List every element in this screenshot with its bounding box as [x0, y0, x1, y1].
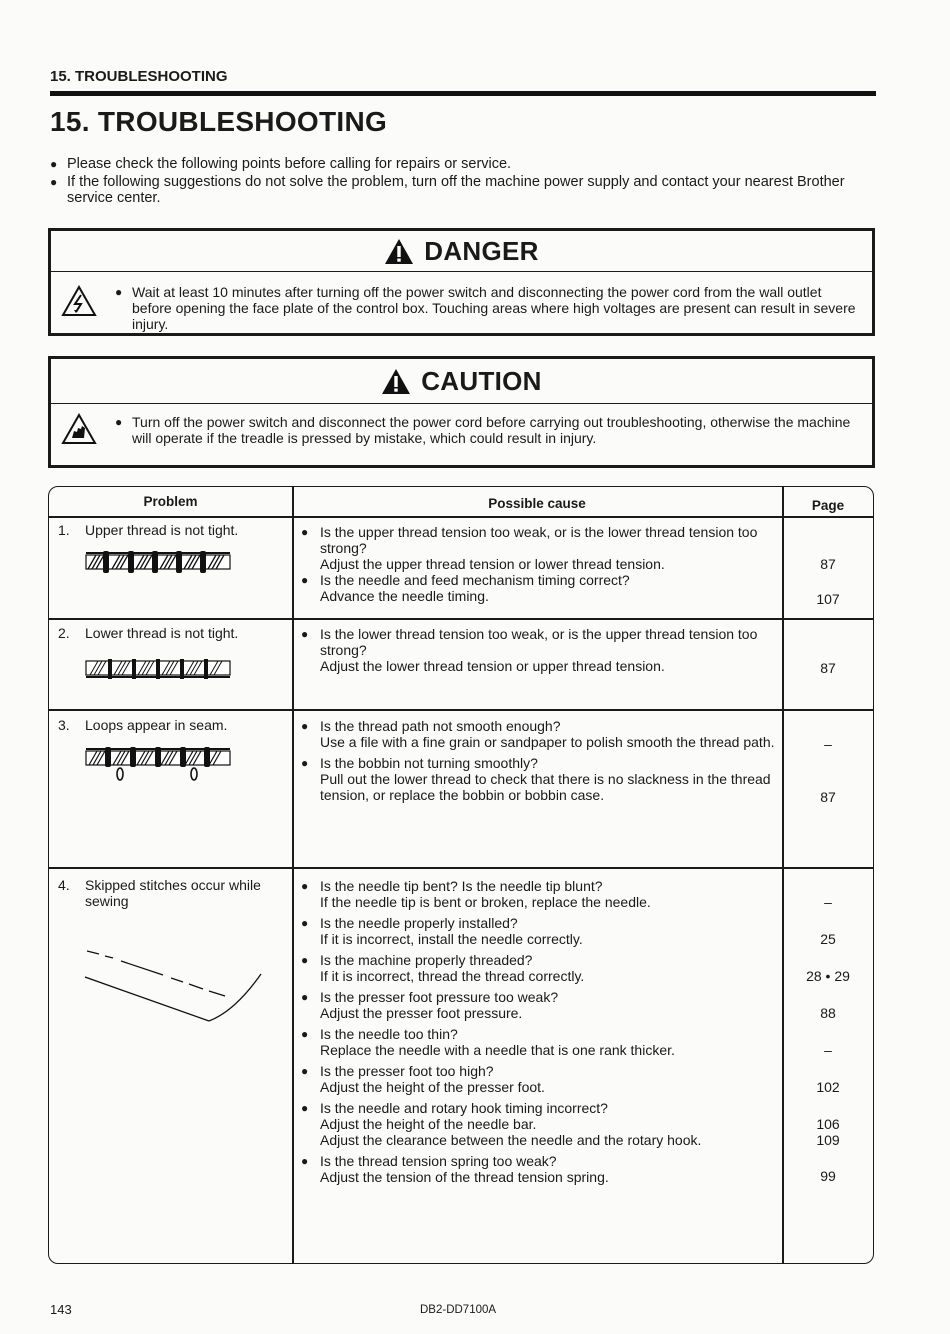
cause-question: ● Is the thread path not smooth enough?: [301, 718, 561, 734]
cause-remedy: Pull out the lower thread to check that there is no slackness in the thread tension, or replace the bobbin or bobbin case.: [320, 771, 771, 803]
bullet-icon: ●: [301, 573, 309, 587]
electric-shock-hazard-icon: [61, 285, 97, 317]
cause-remedy: Adjust the height of the needle bar.: [320, 1116, 537, 1132]
cause-question: ● Is the presser foot too high?: [301, 1063, 494, 1079]
page-ref: 106: [816, 1116, 840, 1132]
danger-text: ● Wait at least 10 minutes after turning off the power switch and disconnecting the power cord from the wall outlet before opening the face plate of the control box. Touching areas where high voltages are present can result in severe injury.: [115, 284, 856, 332]
bullet-icon: ●: [301, 627, 309, 641]
row-divider: [49, 709, 873, 711]
intro-item: ● Please check the following points before calling for repairs or service.: [50, 156, 512, 172]
cause-remedy: If the needle tip is bent or broken, replace the needle.: [320, 894, 651, 910]
page-ref: 87: [820, 789, 836, 805]
header-divider: [49, 516, 873, 518]
bullet-icon: ●: [301, 916, 309, 930]
cause-remedy: Adjust the tension of the thread tension spring.: [320, 1169, 609, 1185]
caution-label: CAUTION: [421, 365, 542, 396]
cause-cell: [301, 626, 781, 674]
cause-remedy: If it is incorrect, thread the thread correctly.: [320, 968, 585, 984]
caution-text: ● Turn off the power switch and disconnect the power cord before carrying out troubleshooting, otherwise the machine will operate if the treadle is pressed by mistake, which could result in injury.: [115, 414, 851, 446]
problem-cell: 1. Upper thread is not tight.: [58, 522, 239, 538]
bullet-icon: ●: [115, 415, 123, 429]
page-ref: 87: [820, 556, 836, 572]
tight-lower-thread-illustration: [85, 655, 231, 681]
cause-question: ● Is the needle and feed mechanism timing correct?: [301, 572, 630, 588]
bullet-icon: ●: [50, 175, 58, 189]
caution-header: [51, 359, 872, 404]
cause-remedy: Advance the needle timing.: [320, 588, 489, 604]
skipped-stitch-illustration: [85, 949, 265, 1025]
cause-question: ● Is the needle too thin?: [301, 1026, 458, 1042]
header-problem: Problem: [143, 494, 198, 509]
cause-remedy: Adjust the upper thread tension or lower thread tension.: [320, 556, 665, 572]
bullet-icon: ●: [301, 1027, 309, 1041]
cause-remedy: Adjust the presser foot pressure.: [320, 1005, 523, 1021]
row-divider: [49, 618, 873, 620]
bullet-icon: ●: [301, 990, 309, 1004]
caution-box: [48, 356, 875, 468]
intro-list: [50, 156, 876, 208]
problem-cell: 2. Lower thread is not tight.: [58, 625, 239, 641]
page-ref: 107: [816, 591, 840, 607]
bullet-icon: ●: [301, 719, 309, 733]
danger-box: [48, 228, 875, 336]
page-ref: –: [824, 1042, 832, 1058]
danger-label: DANGER: [424, 235, 539, 266]
page-ref: 88: [820, 1005, 836, 1021]
warning-triangle-icon: [384, 238, 414, 265]
cause-remedy: Adjust the lower thread tension or upper thread tension.: [320, 658, 665, 674]
page-ref: 87: [820, 660, 836, 676]
cause-question: ● Is the needle tip bent? Is the needle tip blunt?: [301, 878, 603, 894]
troubleshooting-table: [48, 486, 874, 1264]
bullet-icon: ●: [301, 879, 309, 893]
danger-header: [51, 231, 872, 272]
cause-remedy: If it is incorrect, install the needle correctly.: [320, 931, 583, 947]
problem-cell: 4. Skipped stitches occur while sewing: [58, 877, 261, 909]
page-ref: 99: [820, 1168, 836, 1184]
bullet-icon: ●: [301, 525, 309, 539]
cause-cell: [301, 718, 781, 803]
cause-question: ● Is the needle properly installed?: [301, 915, 518, 931]
page-ref: 25: [820, 931, 836, 947]
intro-item: ● If the following suggestions do not solve the problem, turn off the machine power supply and contact your nearest Brother service center.: [50, 174, 845, 206]
header-page: Page: [811, 498, 845, 513]
bullet-icon: ●: [301, 1101, 309, 1115]
cause-remedy: Adjust the clearance between the needle and the rotary hook.: [320, 1132, 702, 1148]
warning-triangle-icon: [381, 368, 411, 395]
cause-question: ● Is the presser foot pressure too weak?: [301, 989, 559, 1005]
tight-upper-thread-illustration: [85, 549, 231, 575]
bullet-icon: ●: [301, 1154, 309, 1168]
bullet-icon: ●: [301, 756, 309, 770]
page-number: 143: [50, 1302, 72, 1317]
column-divider: [292, 487, 294, 1263]
cause-remedy: Use a file with a fine grain or sandpaper to polish smooth the thread path.: [320, 734, 775, 750]
cause-question: ● Is the thread tension spring too weak?: [301, 1153, 557, 1169]
header-cause: Possible cause: [488, 496, 586, 511]
bullet-icon: ●: [301, 953, 309, 967]
header-rule: [50, 91, 876, 96]
hand-injury-hazard-icon: [61, 413, 97, 445]
problem-cell: 3. Loops appear in seam.: [58, 717, 228, 733]
bullet-icon: ●: [115, 285, 123, 299]
page-ref: 102: [816, 1079, 840, 1095]
cause-question: ● Is the bobbin not turning smoothly?: [301, 755, 538, 771]
page-title: 15. TROUBLESHOOTING: [50, 106, 388, 137]
bullet-icon: ●: [301, 1064, 309, 1078]
bullet-icon: ●: [50, 157, 58, 171]
cause-question: ● Is the machine properly threaded?: [301, 952, 533, 968]
cause-question: ● Is the upper thread tension too weak, or is the lower thread tension too strong?: [301, 524, 758, 556]
row-divider: [49, 867, 873, 869]
looped-seam-illustration: [85, 745, 231, 787]
document-code: DB2-DD7100A: [420, 1304, 497, 1316]
cause-question: ● Is the lower thread tension too weak, or is the upper thread tension too strong?: [301, 626, 758, 658]
cause-remedy: Adjust the height of the presser foot.: [320, 1079, 545, 1095]
running-head: 15. TROUBLESHOOTING: [50, 68, 228, 85]
cause-cell: [301, 878, 781, 1185]
column-divider: [782, 487, 784, 1263]
page-ref: 109: [816, 1132, 840, 1148]
page-ref: –: [824, 736, 832, 752]
cause-remedy: Replace the needle with a needle that is one rank thicker.: [320, 1042, 675, 1058]
page-ref: –: [824, 894, 832, 910]
page-ref: 28 • 29: [806, 968, 850, 984]
cause-cell: [301, 524, 781, 604]
cause-question: ● Is the needle and rotary hook timing incorrect?: [301, 1100, 608, 1116]
